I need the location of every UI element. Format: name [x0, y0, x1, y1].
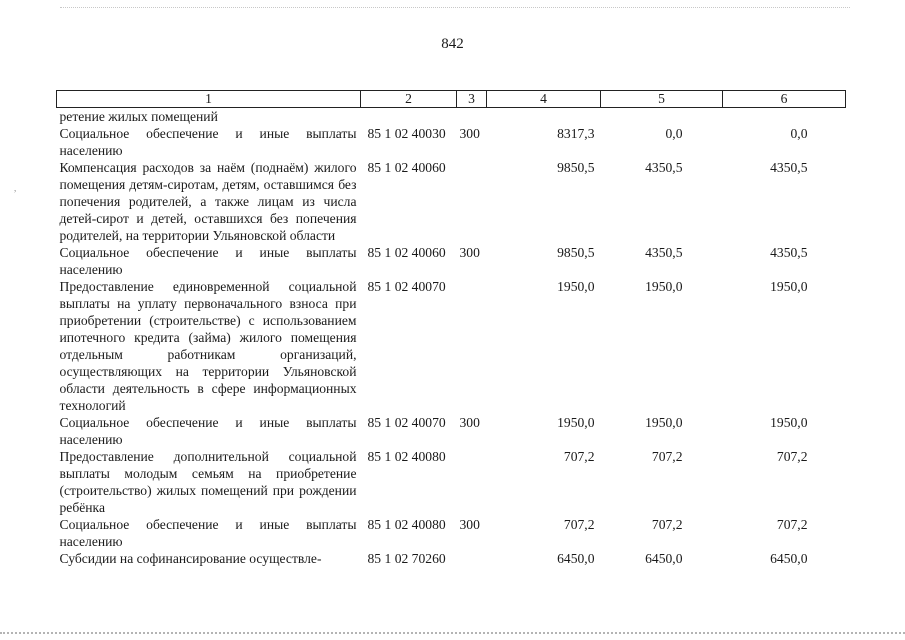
row-name: Компенсация расходов за наём (поднаём) жилого помещения детям-сиротам, детям, оставшимся без попечения родителей, а также лицам из числа детей-сирот и детей, оставшихся без попечения родителей, на территории Ульяновской области — [59, 160, 357, 243]
row-name: ретение жилых помещений — [59, 109, 218, 124]
table-row — [57, 278, 846, 414]
row-value-5: 4350,5 — [645, 245, 683, 260]
row-type: 300 — [459, 245, 480, 260]
column-header-1: 1 — [57, 91, 361, 108]
table-header — [57, 91, 846, 108]
row-name: Социальное обеспечение и иные выплаты населению — [59, 415, 357, 447]
row-type: 300 — [459, 415, 480, 430]
row-name: Предоставление дополнительной социальной выплаты молодым семьям на приобретение (строительство) жилых помещений при рождении ребёнка — [59, 449, 357, 515]
row-code — [361, 108, 457, 126]
row-name: Социальное обеспечение и иные выплаты населению — [59, 517, 357, 549]
row-name: Социальное обеспечение и иные выплаты населению — [59, 245, 357, 277]
row-code: 85 1 02 40080 — [367, 517, 446, 532]
row-value-4: 6450,0 — [557, 551, 595, 566]
table-row — [57, 108, 846, 126]
row-code: 85 1 02 40070 — [367, 279, 446, 294]
row-value-5: 707,2 — [651, 449, 683, 464]
column-header-4: 4 — [487, 91, 601, 108]
table-row — [57, 550, 846, 567]
row-value-4: 707,2 — [563, 449, 595, 464]
row-code: 85 1 02 40030 — [367, 126, 446, 141]
page-number: 842 — [441, 36, 464, 52]
row-value-6: 6450,0 — [770, 551, 808, 566]
margin-mark: , — [14, 183, 17, 193]
row-type — [457, 550, 487, 567]
row-value-6: 707,2 — [776, 517, 808, 532]
row-code: 85 1 02 40060 — [367, 245, 446, 260]
row-value-6: 4350,5 — [770, 160, 808, 175]
table-row — [57, 414, 846, 448]
row-value-4: 8317,3 — [557, 126, 595, 141]
row-value-5: 1950,0 — [645, 279, 683, 294]
row-value-4: 707,2 — [563, 517, 595, 532]
column-header-6: 6 — [723, 91, 846, 108]
table-row — [57, 244, 846, 278]
row-value-4: 1950,0 — [557, 415, 595, 430]
table-row — [57, 125, 846, 159]
table-row — [57, 159, 846, 244]
column-header-2: 2 — [361, 91, 457, 108]
table-row — [57, 448, 846, 516]
row-code: 85 1 02 40080 — [367, 449, 446, 464]
row-value-6: 0,0 — [790, 126, 808, 141]
row-value-4: 9850,5 — [557, 245, 595, 260]
row-name: Предоставление единовременной социальной выплаты на уплату первоначального взноса при приобретении (строительстве) с использованием ипотечного кредита (займа) жилого помещения отдельным работникам организаций, осуществляющих на территории Ульяновской области деятельность в сфере информационных технологий — [59, 279, 357, 413]
row-value-6: 1950,0 — [770, 279, 808, 294]
row-type — [457, 159, 487, 244]
table-row — [57, 516, 846, 550]
row-value-5: 707,2 — [651, 517, 683, 532]
row-code: 85 1 02 40070 — [367, 415, 446, 430]
row-name: Субсидии на софинансирование осуществле- — [59, 551, 322, 566]
scan-edge-top — [60, 7, 850, 8]
column-header-5: 5 — [601, 91, 723, 108]
row-name: Социальное обеспечение и иные выплаты населению — [59, 126, 357, 158]
row-code: 85 1 02 70260 — [367, 551, 446, 566]
row-type: 300 — [459, 126, 480, 141]
row-type — [457, 448, 487, 516]
row-value-5: 0,0 — [665, 126, 683, 141]
row-value-6: 1950,0 — [770, 415, 808, 430]
row-value-5: 1950,0 — [645, 415, 683, 430]
row-type — [457, 278, 487, 414]
table-body — [57, 108, 846, 568]
row-value-4: 1950,0 — [557, 279, 595, 294]
row-value-6: 4350,5 — [770, 245, 808, 260]
row-type — [457, 108, 487, 126]
row-value-5 — [601, 108, 723, 126]
row-value-5: 6450,0 — [645, 551, 683, 566]
row-value-6 — [723, 108, 846, 126]
row-code: 85 1 02 40060 — [367, 160, 446, 175]
row-value-6: 707,2 — [776, 449, 808, 464]
scan-edge-bottom — [0, 632, 905, 634]
row-value-5: 4350,5 — [645, 160, 683, 175]
budget-table — [56, 90, 846, 567]
row-value-4 — [487, 108, 601, 126]
row-type: 300 — [459, 517, 480, 532]
table-header-row — [57, 91, 846, 108]
row-value-4: 9850,5 — [557, 160, 595, 175]
column-header-3: 3 — [457, 91, 487, 108]
